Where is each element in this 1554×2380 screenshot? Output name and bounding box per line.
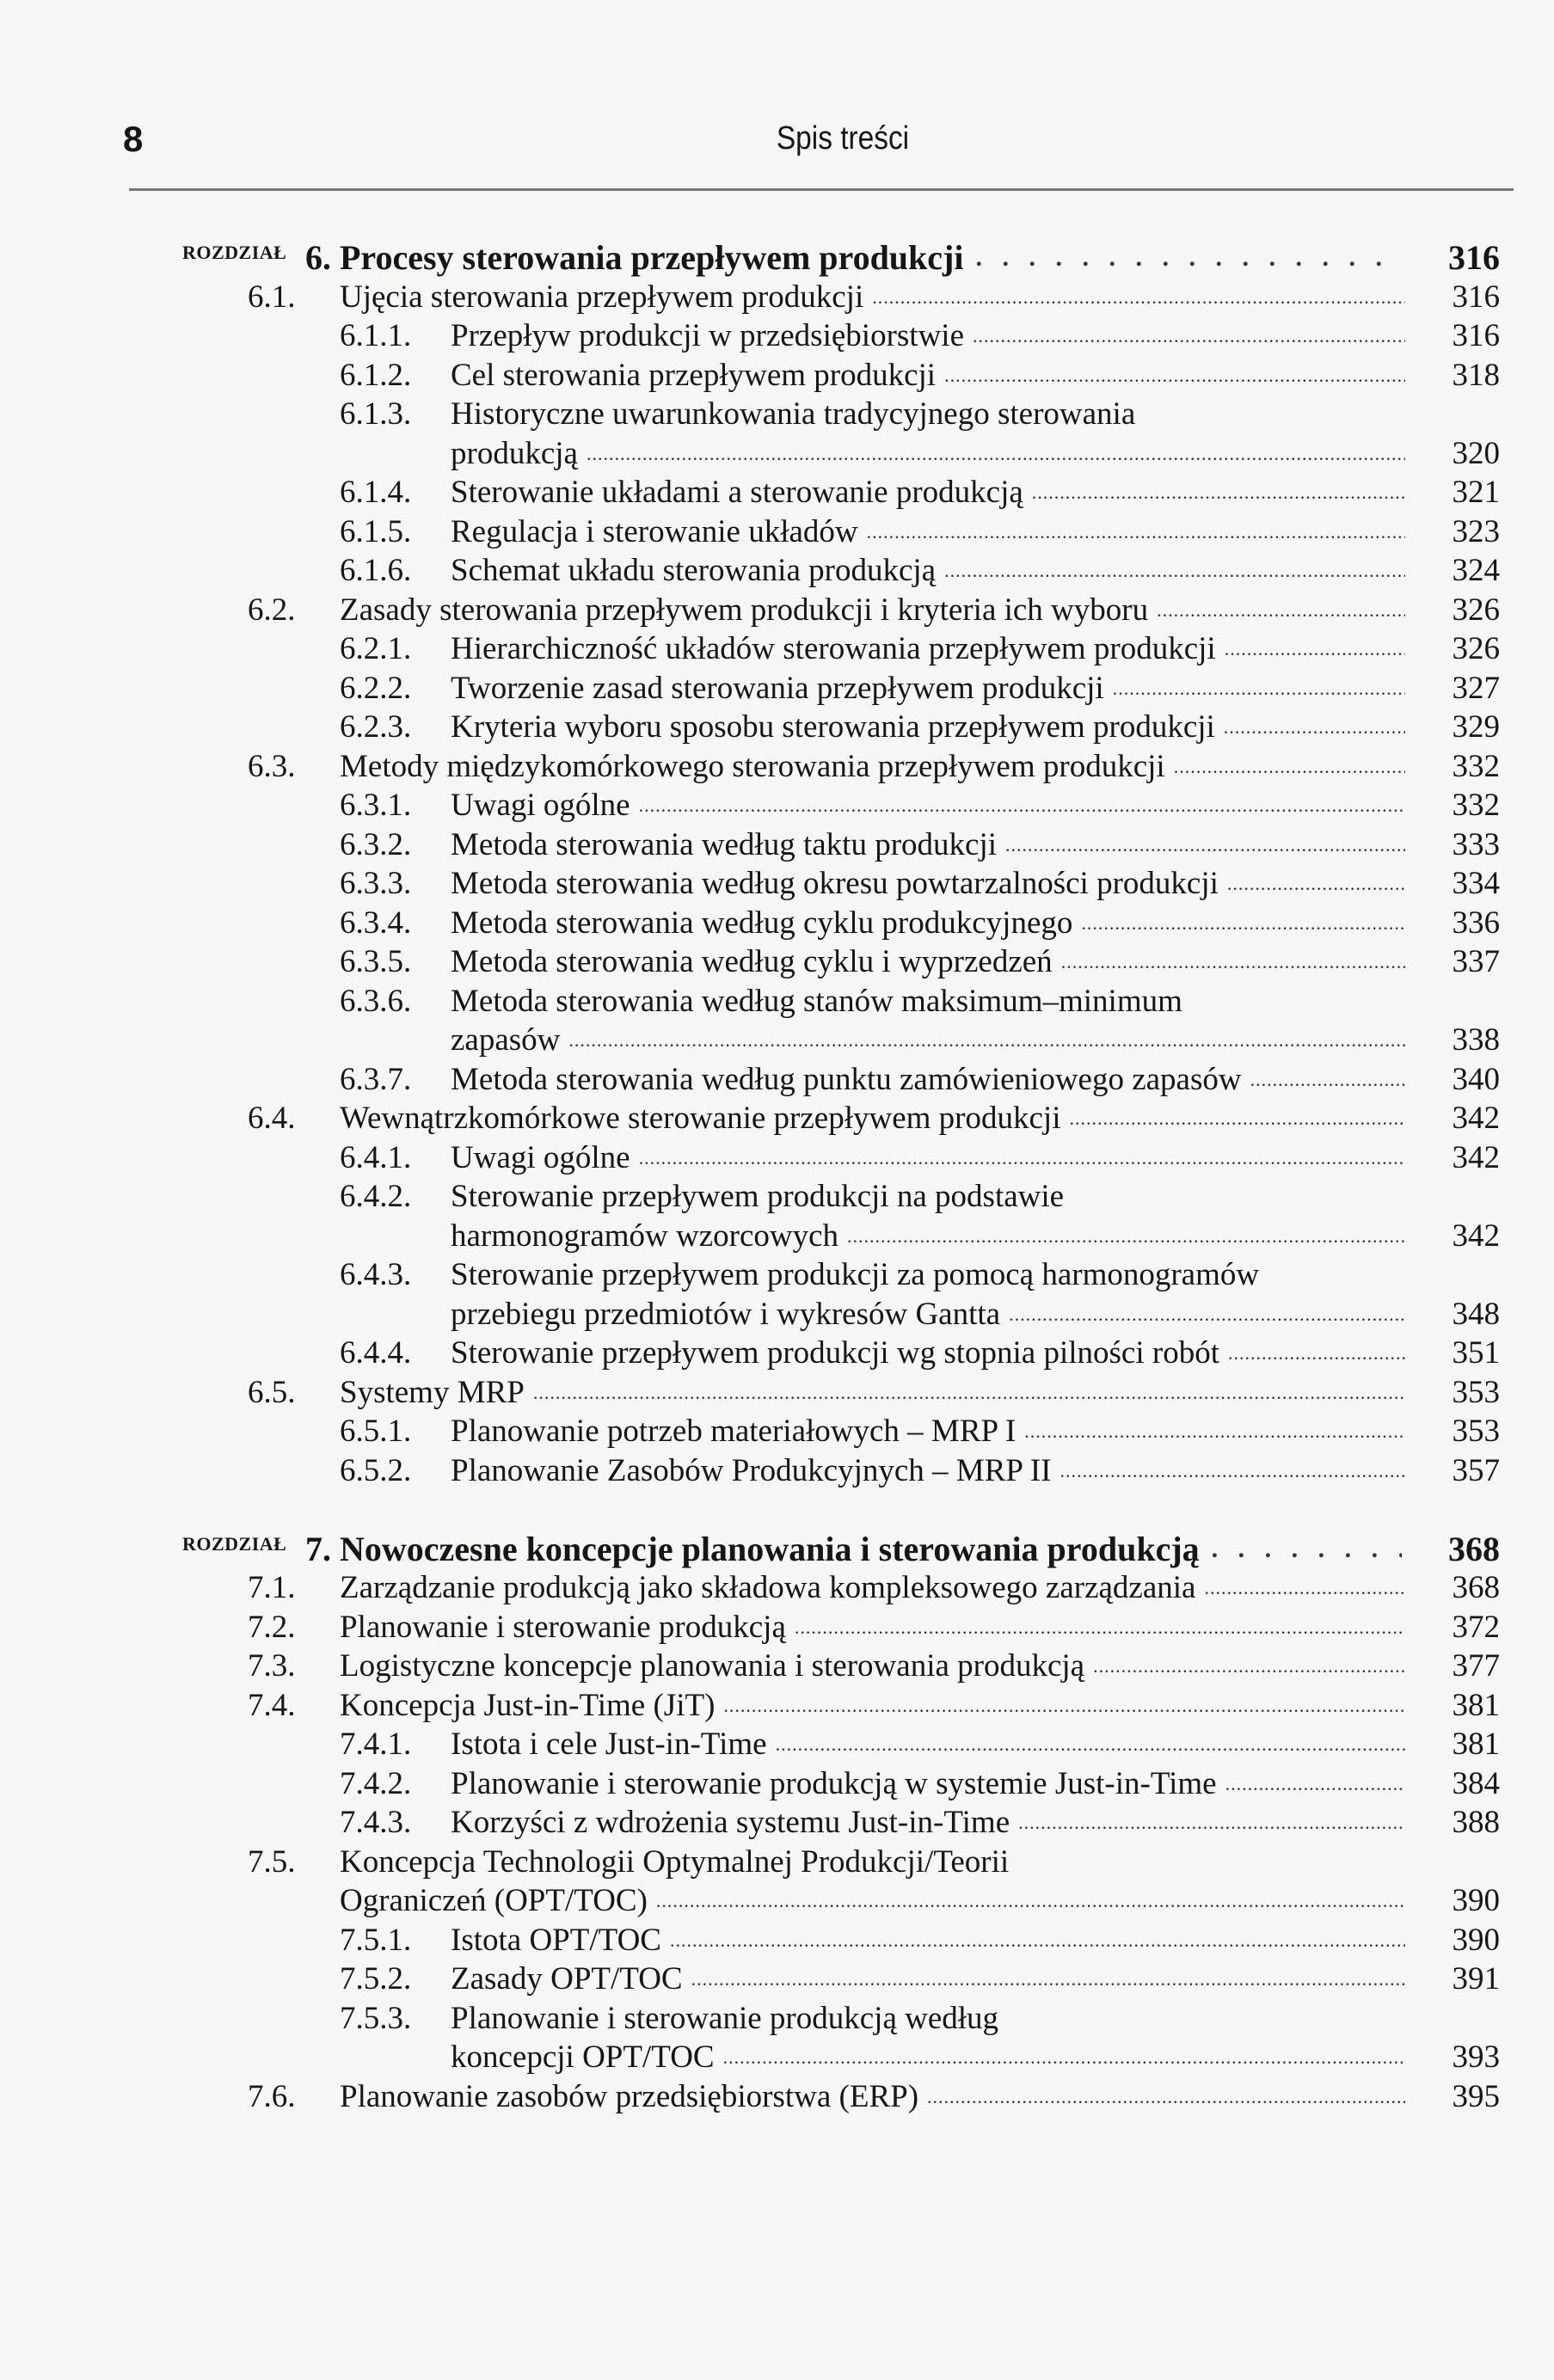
entry-title-wrap bbox=[451, 1764, 1414, 1804]
entry-page: 316 bbox=[1452, 318, 1500, 353]
entry-page: 357 bbox=[1452, 1452, 1500, 1488]
entry-title-wrap bbox=[451, 473, 1414, 512]
dot-leader bbox=[847, 1217, 1405, 1256]
entry-page: 340 bbox=[1452, 1061, 1500, 1097]
entry-number: 7.4.1. bbox=[340, 1727, 412, 1762]
dot-leader bbox=[723, 2038, 1405, 2077]
entry-title-wrap bbox=[340, 1568, 1414, 1608]
entry-number: 6.3.4. bbox=[340, 905, 412, 941]
dot-leader bbox=[1174, 747, 1405, 787]
entry-title-wrap bbox=[451, 1803, 1414, 1843]
entry-title-wrap bbox=[451, 1295, 1414, 1334]
toc-entry[interactable] bbox=[0, 1334, 1554, 1373]
entry-number: 6.1.1. bbox=[340, 318, 412, 353]
entry-number: 7.2. bbox=[248, 1609, 296, 1645]
entry-title: przebiegu przedmiotów i wykresów Gantta bbox=[451, 1296, 1001, 1332]
entry-title: Przepływ produkcji w przedsiębiorstwie bbox=[451, 318, 964, 353]
toc-entry[interactable] bbox=[0, 473, 1554, 512]
entry-title-wrap bbox=[451, 669, 1414, 708]
entry-page: 320 bbox=[1452, 435, 1500, 471]
chapter-title: Nowoczesne koncepcje planowania i sterowania produkcją bbox=[340, 1529, 1200, 1568]
entry-title: Sterowanie przepływem produkcji za pomocą harmonogramów bbox=[451, 1257, 1260, 1292]
entry-number: 6.4.1. bbox=[340, 1139, 412, 1175]
entry-number: 6.2.2. bbox=[340, 670, 412, 706]
toc-entry[interactable] bbox=[0, 669, 1554, 708]
entry-number: 6.3.3. bbox=[340, 866, 412, 901]
chapter-number: 6. bbox=[305, 238, 331, 277]
dot-leader bbox=[1032, 473, 1405, 512]
entry-title-wrap bbox=[340, 1647, 1414, 1686]
entry-page: 348 bbox=[1452, 1296, 1500, 1332]
entry-title: Zasady sterowania przepływem produkcji i kryteria ich wyboru bbox=[340, 592, 1149, 628]
entry-title-wrap bbox=[451, 1021, 1414, 1060]
entry-number: 6.1.4. bbox=[340, 475, 412, 510]
dot-leader bbox=[1018, 1803, 1405, 1843]
toc-entry[interactable] bbox=[0, 591, 1554, 630]
chapter-label: ROZDZIAŁ bbox=[182, 242, 287, 263]
entry-page: 381 bbox=[1452, 1687, 1500, 1723]
entry-title-wrap bbox=[451, 1060, 1414, 1100]
entry-number: 6.3.6. bbox=[340, 983, 412, 1019]
entry-title: Logistyczne koncepcje planowania i sterowania produkcją bbox=[340, 1648, 1085, 1684]
entry-number: 6.5.1. bbox=[340, 1414, 412, 1449]
toc-entry[interactable] bbox=[0, 864, 1554, 904]
entry-title: Metoda sterowania według okresu powtarzalności produkcji bbox=[451, 866, 1219, 901]
entry-page: 334 bbox=[1452, 866, 1500, 901]
dot-leader bbox=[639, 786, 1405, 825]
entry-page: 336 bbox=[1452, 905, 1500, 941]
toc-entry[interactable] bbox=[0, 629, 1554, 669]
entry-number: 7.3. bbox=[248, 1648, 296, 1684]
entry-title-wrap bbox=[451, 551, 1414, 591]
entry-page: 326 bbox=[1452, 592, 1500, 628]
entry-number: 6.3.2. bbox=[340, 826, 412, 862]
toc-entry[interactable] bbox=[0, 825, 1554, 865]
page-number: 8 bbox=[123, 119, 144, 159]
entry-page: 333 bbox=[1452, 826, 1500, 862]
entry-title: harmonogramów wzorcowych bbox=[451, 1218, 839, 1254]
chapter-page: 316 bbox=[1448, 238, 1500, 277]
chapter-heading[interactable] bbox=[0, 1530, 1554, 1569]
entry-page: 327 bbox=[1452, 670, 1500, 706]
entry-title: Koncepcja Just-in-Time (JiT) bbox=[340, 1687, 716, 1723]
entry-page: 318 bbox=[1452, 357, 1500, 393]
entry-title-wrap bbox=[451, 942, 1414, 982]
entry-title-wrap bbox=[340, 1843, 1414, 1882]
entry-page: 384 bbox=[1452, 1765, 1500, 1801]
entry-page: 368 bbox=[1452, 1570, 1500, 1605]
entry-title-wrap bbox=[451, 434, 1414, 474]
entry-page: 395 bbox=[1452, 2078, 1500, 2114]
toc-entry[interactable] bbox=[0, 1568, 1554, 1608]
entry-title-wrap bbox=[451, 316, 1414, 356]
dot-leader bbox=[1081, 904, 1405, 943]
dot-leader bbox=[867, 512, 1405, 552]
entry-title-wrap bbox=[451, 982, 1414, 1021]
entry-title-wrap bbox=[451, 629, 1414, 669]
chapter-title: Procesy sterowania przepływem produkcji bbox=[340, 238, 964, 277]
entry-number: 6.1.3. bbox=[340, 396, 412, 432]
entry-title-wrap bbox=[451, 825, 1414, 865]
dot-leader bbox=[1113, 669, 1405, 708]
toc-entry[interactable] bbox=[0, 786, 1554, 825]
entry-title: Ograniczeń (OPT/TOC) bbox=[340, 1883, 648, 1918]
entry-title: zapasów bbox=[451, 1022, 561, 1058]
entry-title-wrap bbox=[451, 512, 1414, 552]
dot-leader bbox=[670, 1921, 1405, 1960]
dot-leader bbox=[776, 1725, 1405, 1764]
dot-leader bbox=[976, 238, 1403, 278]
chapter-page: 368 bbox=[1448, 1529, 1500, 1568]
header-rule bbox=[129, 188, 1514, 191]
entry-title-wrap bbox=[451, 1999, 1414, 2039]
entry-number: 7.6. bbox=[248, 2078, 296, 2114]
toc-entry[interactable] bbox=[0, 1608, 1554, 1647]
dot-leader bbox=[1224, 708, 1405, 747]
toc-entry[interactable] bbox=[0, 1803, 1554, 1843]
toc-entry[interactable] bbox=[0, 2038, 1554, 2077]
entry-title-wrap bbox=[451, 786, 1414, 825]
entry-title: Zasady OPT/TOC bbox=[451, 1961, 683, 1997]
entry-title: Metoda sterowania według taktu produkcji bbox=[451, 826, 997, 862]
toc-entry[interactable] bbox=[0, 942, 1554, 982]
dot-leader bbox=[1005, 825, 1405, 865]
entry-title: Korzyści z wdrożenia systemu Just-in-Time bbox=[451, 1805, 1010, 1840]
entry-title: Planowanie Zasobów Produkcyjnych – MRP II bbox=[451, 1452, 1052, 1488]
entry-number: 6.3.7. bbox=[340, 1061, 412, 1097]
entry-title: Planowanie zasobów przedsiębiorstwa (ERP) bbox=[340, 2078, 919, 2114]
entry-page: 338 bbox=[1452, 1022, 1500, 1058]
entry-title: produkcją bbox=[451, 435, 578, 471]
entry-title-wrap bbox=[451, 864, 1414, 904]
toc-entry[interactable] bbox=[0, 1725, 1554, 1764]
entry-page: 390 bbox=[1452, 1922, 1500, 1958]
entry-title: Koncepcja Technologii Optymalnej Produkcji/Teorii bbox=[340, 1843, 1010, 1880]
entry-title-wrap bbox=[451, 1412, 1414, 1451]
entry-page: 324 bbox=[1452, 553, 1500, 588]
dot-leader bbox=[1024, 1412, 1405, 1451]
toc-entry[interactable] bbox=[0, 551, 1554, 591]
entry-page: 332 bbox=[1452, 788, 1500, 823]
toc-entry[interactable] bbox=[0, 1138, 1554, 1178]
entry-title-wrap bbox=[451, 1334, 1414, 1373]
table-of-contents bbox=[0, 238, 1554, 2116]
dot-leader bbox=[1227, 864, 1405, 904]
dot-leader bbox=[656, 1881, 1405, 1921]
dot-leader bbox=[568, 1021, 1405, 1060]
entry-title: Kryteria wyboru sposobu sterowania przepływem produkcji bbox=[451, 709, 1215, 745]
entry-page: 393 bbox=[1452, 2040, 1500, 2075]
toc-entry[interactable] bbox=[0, 1177, 1554, 1217]
dot-leader bbox=[944, 356, 1405, 396]
entry-title: Metoda sterowania według cyklu produkcyjnego bbox=[451, 905, 1073, 941]
chapter-number: 7. bbox=[305, 1529, 331, 1568]
chapter-title-wrap bbox=[305, 1530, 1414, 1569]
dot-leader bbox=[872, 278, 1405, 317]
toc-entry[interactable] bbox=[0, 1843, 1554, 1882]
entry-title: Tworzenie zasad sterowania przepływem produkcji bbox=[451, 670, 1104, 706]
spacer bbox=[0, 1490, 1554, 1530]
entry-page: 391 bbox=[1452, 1961, 1500, 1997]
dot-leader bbox=[1069, 1099, 1405, 1138]
entry-title: Sterowanie przepływem produkcji wg stopnia pilności robót bbox=[451, 1335, 1219, 1371]
entry-page: 329 bbox=[1452, 709, 1500, 745]
entry-number: 6.1.2. bbox=[340, 357, 412, 393]
dot-leader bbox=[691, 1960, 1405, 1999]
toc-entry[interactable] bbox=[0, 2077, 1554, 2117]
entry-title: Systemy MRP bbox=[340, 1374, 525, 1410]
toc-entry[interactable] bbox=[0, 982, 1554, 1021]
entry-number: 6.1.5. bbox=[340, 513, 412, 549]
entry-title-wrap bbox=[451, 1217, 1414, 1256]
dot-leader bbox=[587, 434, 1405, 474]
entry-title: Wewnątrzkomórkowe sterowanie przepływem produkcji bbox=[340, 1101, 1061, 1136]
entry-number: 6.1.6. bbox=[340, 553, 412, 588]
entry-number: 7.4.2. bbox=[340, 1765, 412, 1801]
entry-title: Planowanie i sterowanie produkcją według bbox=[451, 2000, 999, 2036]
entry-page: 377 bbox=[1452, 1648, 1500, 1684]
entry-page: 388 bbox=[1452, 1805, 1500, 1840]
entry-title-wrap bbox=[451, 2038, 1414, 2077]
toc-entry[interactable] bbox=[0, 1412, 1554, 1451]
entry-title-wrap bbox=[340, 2077, 1414, 2117]
toc-entry[interactable] bbox=[0, 512, 1554, 552]
toc-entry[interactable] bbox=[0, 1999, 1554, 2039]
entry-number: 7.5.3. bbox=[340, 2000, 412, 2036]
entry-title: Schemat układu sterowania produkcją bbox=[451, 553, 937, 588]
toc-entry[interactable] bbox=[0, 1099, 1554, 1138]
toc-entry[interactable] bbox=[0, 1060, 1554, 1100]
entry-title: Istota OPT/TOC bbox=[451, 1922, 661, 1958]
entry-number: 6.1. bbox=[248, 279, 296, 315]
entry-title-wrap bbox=[451, 1921, 1414, 1960]
entry-number: 6.3.1. bbox=[340, 788, 412, 823]
entry-title: Sterowanie przepływem produkcji na podstawie bbox=[451, 1179, 1065, 1214]
entry-page: 316 bbox=[1452, 279, 1500, 315]
entry-title: Planowanie i sterowanie produkcją bbox=[340, 1609, 786, 1645]
entry-page: 390 bbox=[1452, 1883, 1500, 1918]
chapter-title-wrap bbox=[305, 238, 1414, 278]
entry-number: 6.4. bbox=[248, 1101, 296, 1136]
entry-title-wrap bbox=[340, 1099, 1414, 1138]
entry-title-wrap bbox=[340, 1881, 1414, 1921]
dot-leader bbox=[973, 316, 1405, 356]
entry-title-wrap bbox=[340, 1686, 1414, 1726]
dot-leader bbox=[1250, 1060, 1405, 1100]
entry-page: 342 bbox=[1452, 1101, 1500, 1136]
entry-title: Uwagi ogólne bbox=[451, 1139, 630, 1175]
entry-page: 332 bbox=[1452, 748, 1500, 784]
entry-page: 326 bbox=[1452, 631, 1500, 666]
dot-leader bbox=[1093, 1647, 1405, 1686]
entry-number: 6.3.5. bbox=[340, 944, 412, 979]
entry-title-wrap bbox=[451, 1138, 1414, 1178]
entry-title-wrap bbox=[340, 747, 1414, 787]
entry-title: Sterowanie układami a sterowanie produkcją bbox=[451, 475, 1023, 510]
entry-number: 6.4.3. bbox=[340, 1257, 412, 1292]
toc-entry[interactable] bbox=[0, 356, 1554, 396]
toc-entry[interactable] bbox=[0, 1255, 1554, 1295]
entry-number: 7.5. bbox=[248, 1843, 296, 1880]
running-title: Spis treści bbox=[776, 120, 910, 156]
entry-page: 342 bbox=[1452, 1139, 1500, 1175]
toc-entry[interactable] bbox=[0, 434, 1554, 474]
entry-title-wrap bbox=[451, 1255, 1414, 1295]
entry-number: 7.5.1. bbox=[340, 1922, 412, 1958]
toc-entry[interactable] bbox=[0, 1921, 1554, 1960]
entry-title: Zarządzanie produkcją jako składowa kompleksowego zarządzania bbox=[340, 1570, 1196, 1605]
chapter-label: ROZDZIAŁ bbox=[182, 1532, 287, 1555]
toc-entry[interactable] bbox=[0, 395, 1554, 434]
entry-title-wrap bbox=[451, 904, 1414, 943]
entry-number: 6.4.2. bbox=[340, 1179, 412, 1214]
dot-leader bbox=[1204, 1568, 1405, 1608]
entry-number: 6.4.4. bbox=[340, 1335, 412, 1371]
entry-title-wrap bbox=[340, 1373, 1414, 1413]
entry-title: Metoda sterowania według punktu zamówieniowego zapasów bbox=[451, 1061, 1242, 1097]
entry-page: 337 bbox=[1452, 944, 1500, 979]
dot-leader bbox=[533, 1373, 1405, 1413]
dot-leader bbox=[1225, 1764, 1405, 1804]
entry-title-wrap bbox=[451, 1451, 1414, 1491]
toc-entry[interactable] bbox=[0, 1373, 1554, 1413]
dot-leader bbox=[1061, 942, 1405, 982]
entry-number: 6.2. bbox=[248, 592, 296, 628]
entry-page: 353 bbox=[1452, 1374, 1500, 1410]
entry-number: 7.4.3. bbox=[340, 1805, 412, 1840]
toc-entry[interactable] bbox=[0, 1451, 1554, 1491]
entry-page: 323 bbox=[1452, 513, 1500, 549]
toc-entry[interactable] bbox=[0, 708, 1554, 747]
dot-leader bbox=[1228, 1334, 1405, 1373]
entry-title-wrap bbox=[451, 708, 1414, 747]
dot-leader bbox=[723, 1686, 1405, 1726]
entry-title-wrap bbox=[340, 278, 1414, 317]
entry-page: 321 bbox=[1452, 475, 1500, 510]
entry-page: 351 bbox=[1452, 1335, 1500, 1371]
entry-title-wrap bbox=[340, 591, 1414, 630]
entry-title-wrap bbox=[451, 1177, 1414, 1217]
entry-title: Regulacja i sterowanie układów bbox=[451, 513, 858, 549]
entry-number: 6.5.2. bbox=[340, 1452, 412, 1488]
entry-title: Metoda sterowania według stanów maksimum–minimum bbox=[451, 983, 1182, 1019]
entry-title-wrap bbox=[451, 356, 1414, 396]
toc-entry[interactable] bbox=[0, 1295, 1554, 1334]
dot-leader bbox=[1157, 591, 1405, 630]
dot-leader bbox=[1009, 1295, 1405, 1334]
entry-page: 381 bbox=[1452, 1727, 1500, 1762]
entry-number: 6.2.1. bbox=[340, 631, 412, 666]
entry-number: 7.1. bbox=[248, 1570, 296, 1605]
toc-entry[interactable] bbox=[0, 1647, 1554, 1686]
dot-leader bbox=[795, 1608, 1405, 1647]
entry-title: Ujęcia sterowania przepływem produkcji bbox=[340, 279, 864, 315]
entry-number: 6.3. bbox=[248, 748, 296, 784]
entry-title: Metody międzykomórkowego sterowania przepływem produkcji bbox=[340, 748, 1165, 784]
entry-title: Hierarchiczność układów sterowania przepływem produkcji bbox=[451, 631, 1216, 666]
toc-entry[interactable] bbox=[0, 904, 1554, 943]
entry-title-wrap bbox=[451, 1960, 1414, 1999]
dot-leader bbox=[1212, 1530, 1402, 1569]
dot-leader bbox=[639, 1138, 1405, 1178]
toc-entry[interactable] bbox=[0, 316, 1554, 356]
entry-number: 7.5.2. bbox=[340, 1961, 412, 1997]
toc-entry[interactable] bbox=[0, 1217, 1554, 1256]
dot-leader bbox=[1225, 629, 1405, 669]
entry-title: Cel sterowania przepływem produkcji bbox=[451, 357, 937, 393]
entry-title: Istota i cele Just-in-Time bbox=[451, 1727, 767, 1762]
entry-number: 6.5. bbox=[248, 1374, 296, 1410]
entry-title: Metoda sterowania według cyklu i wyprzedzeń bbox=[451, 944, 1053, 979]
entry-page: 372 bbox=[1452, 1609, 1500, 1645]
entry-number: 7.4. bbox=[248, 1687, 296, 1723]
entry-title-wrap bbox=[451, 395, 1414, 434]
entry-title: Planowanie i sterowanie produkcją w systemie Just-in-Time bbox=[451, 1765, 1217, 1801]
chapter-heading[interactable] bbox=[0, 238, 1554, 278]
toc-entry[interactable] bbox=[0, 1764, 1554, 1804]
toc-entry[interactable] bbox=[0, 1960, 1554, 1999]
dot-leader bbox=[1060, 1451, 1405, 1491]
toc-entry[interactable] bbox=[0, 747, 1554, 787]
entry-title-wrap bbox=[340, 1608, 1414, 1647]
toc-entry[interactable] bbox=[0, 278, 1554, 317]
toc-entry[interactable] bbox=[0, 1021, 1554, 1060]
toc-entry[interactable] bbox=[0, 1686, 1554, 1726]
entry-number: 6.2.3. bbox=[340, 709, 412, 745]
entry-page: 342 bbox=[1452, 1218, 1500, 1254]
dot-leader bbox=[944, 551, 1405, 591]
entry-title: Uwagi ogólne bbox=[451, 788, 630, 823]
entry-title: Historyczne uwarunkowania tradycyjnego sterowania bbox=[451, 396, 1136, 432]
entry-title-wrap bbox=[451, 1725, 1414, 1764]
toc-entry[interactable] bbox=[0, 1881, 1554, 1921]
entry-title: Planowanie potrzeb materiałowych – MRP I bbox=[451, 1414, 1017, 1449]
entry-title: koncepcji OPT/TOC bbox=[451, 2040, 715, 2075]
entry-page: 353 bbox=[1452, 1414, 1500, 1449]
dot-leader bbox=[927, 2077, 1405, 2117]
